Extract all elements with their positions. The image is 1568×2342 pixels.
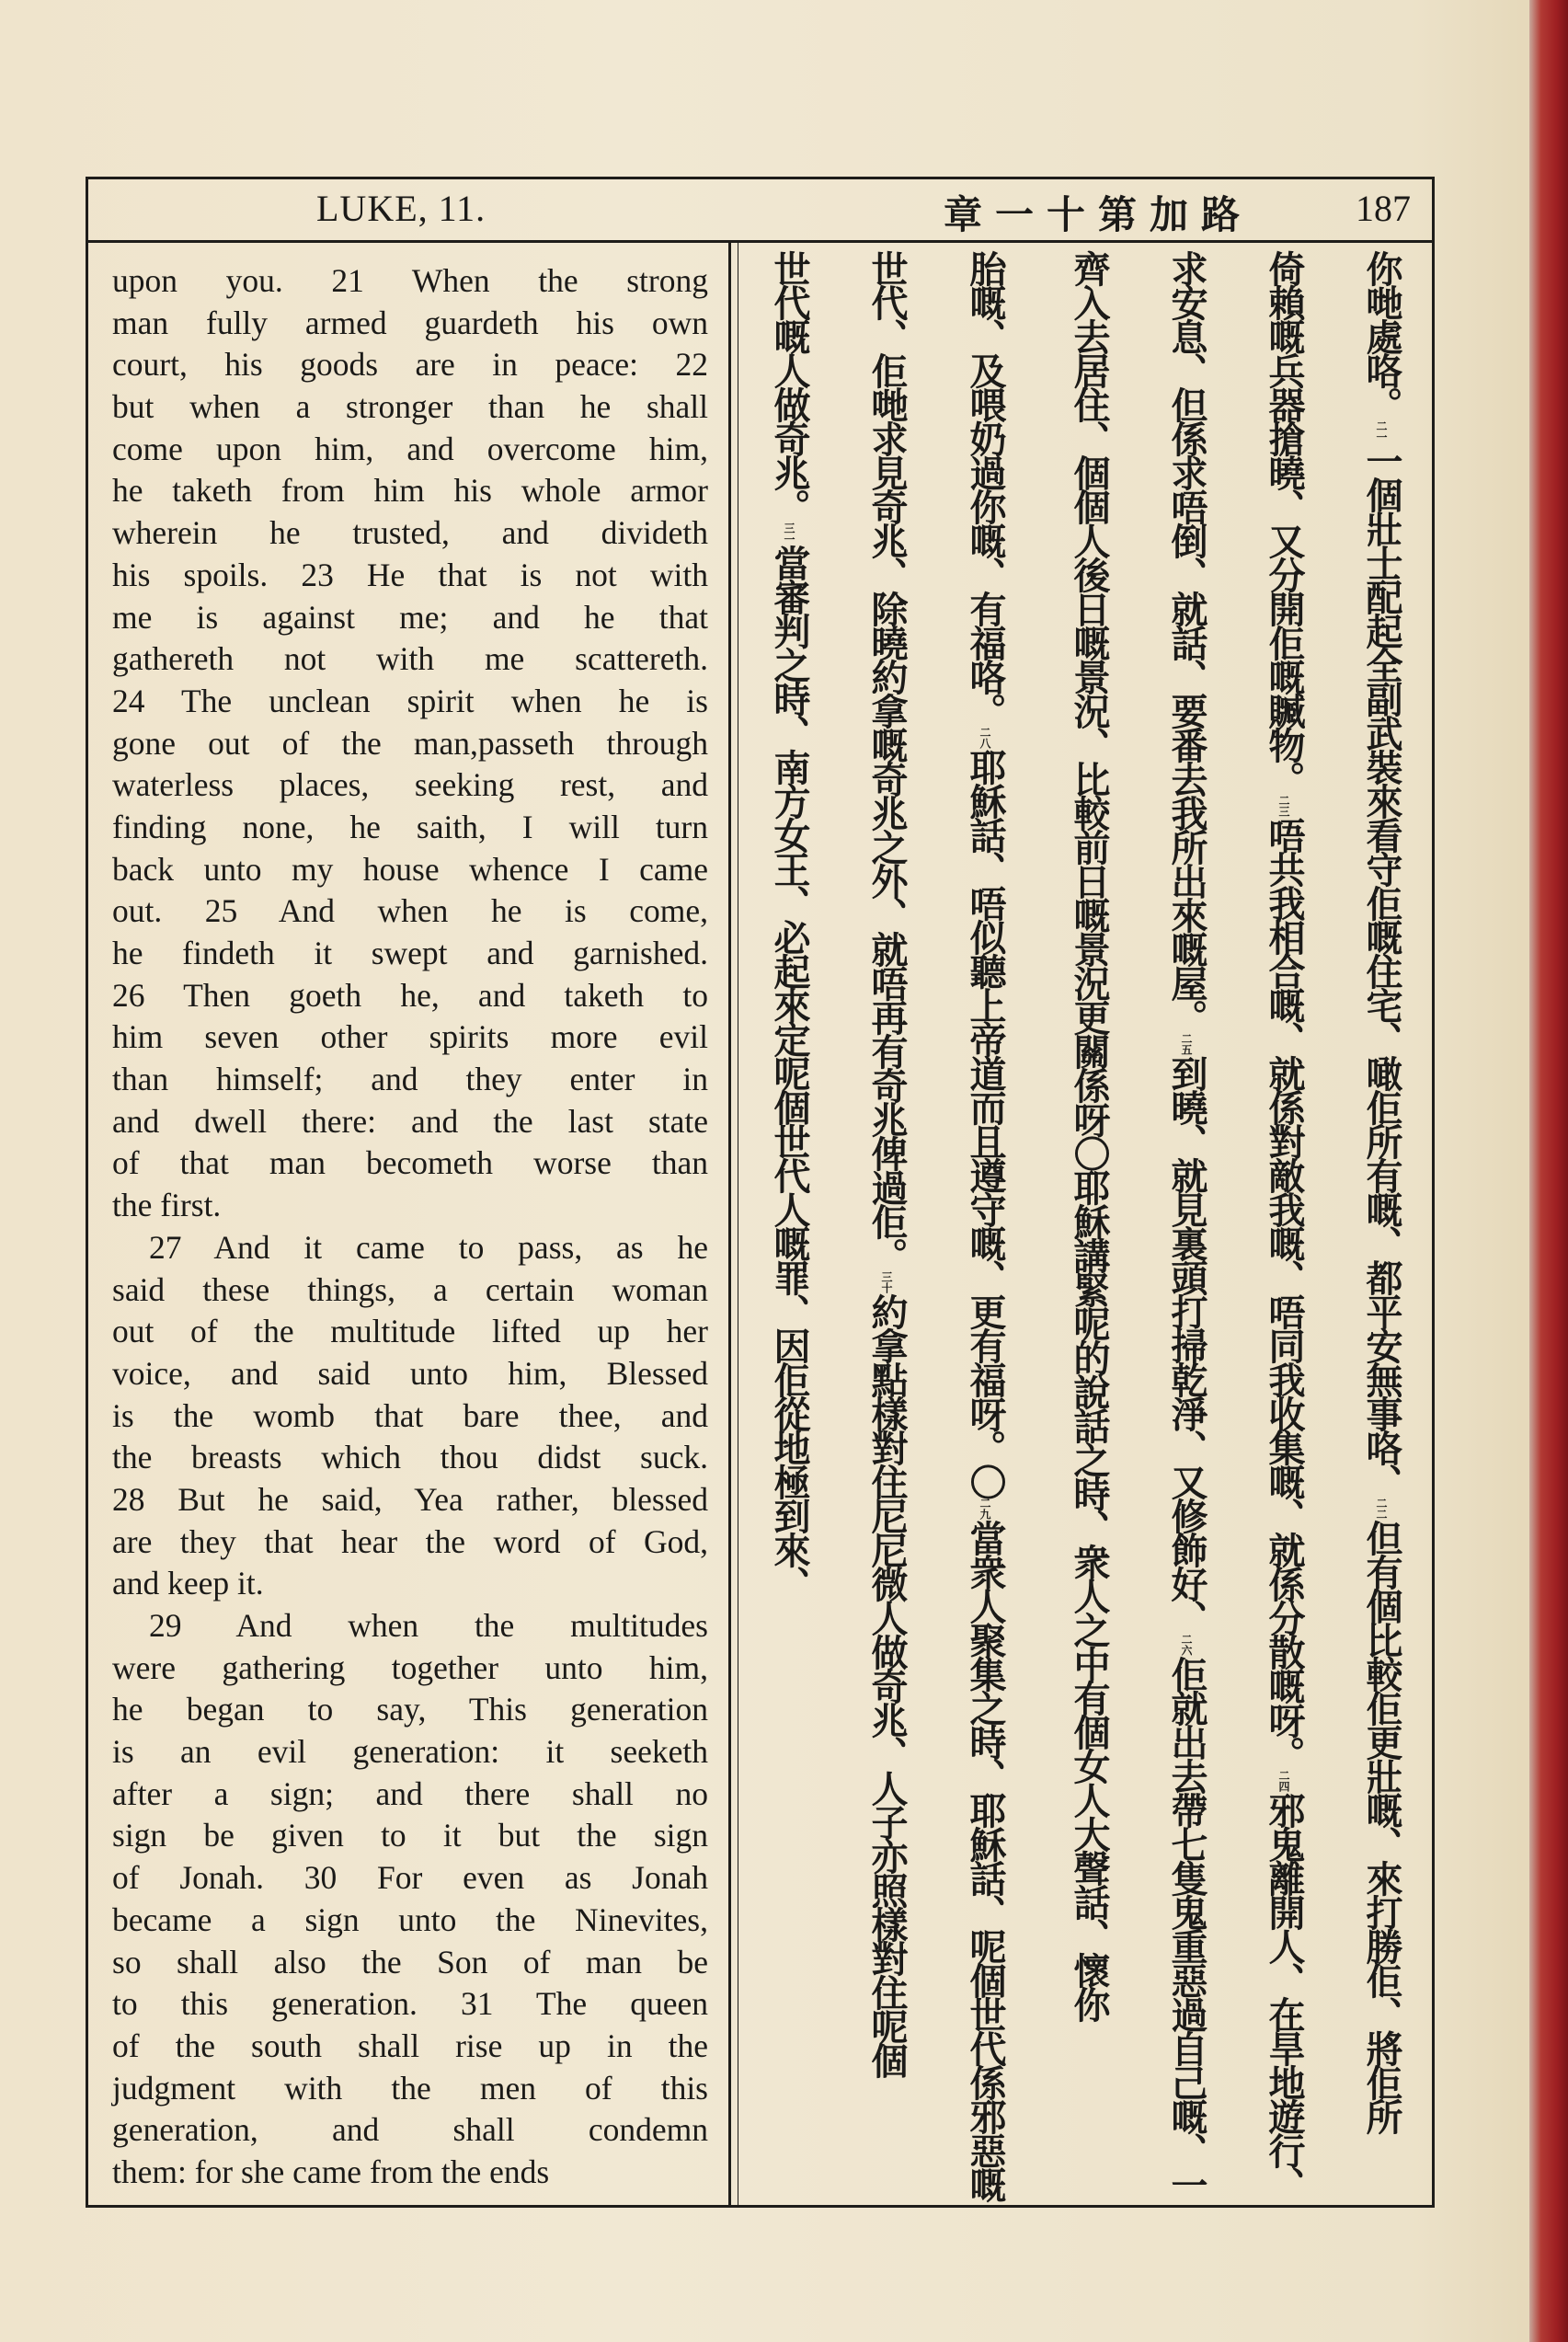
text-line: after a sign; and there shall no bbox=[112, 1774, 708, 1812]
chinese-text-segment: 約拿點樣對住尼尼微人做奇兆、人子亦照樣對住呢個 bbox=[865, 1293, 908, 2076]
verse-number: 二九 bbox=[979, 1498, 991, 1520]
text-line: 29 And when the multitudes bbox=[149, 1607, 708, 1644]
text-line: the first. bbox=[112, 1187, 222, 1224]
text-line: 27 And it came to pass, as he bbox=[149, 1228, 708, 1266]
chinese-text-segment: 邪鬼離開人、在旱地遊行、 bbox=[1263, 1792, 1305, 2200]
text-line: out. 25 And when he is come, bbox=[112, 892, 708, 930]
chinese-text-segment: 你哋處咯。 bbox=[1360, 250, 1402, 420]
chinese-text-segment: 當衆人聚集之時、耶穌話、呢個世代係邪惡嘅 bbox=[964, 1520, 1006, 2200]
chinese-text-segment: 耶穌話、唔似聽上帝道而且遵守嘅、更有福呀。〇 bbox=[964, 749, 1006, 1498]
text-line: waterless places, seeking rest, and bbox=[112, 766, 708, 804]
text-line: of Jonah. 30 For even as Jonah bbox=[112, 1859, 708, 1897]
text-line: 24 The unclean spirit when he is bbox=[112, 682, 708, 719]
verse-number: 三十 bbox=[880, 1271, 893, 1293]
verse-number: 二一 bbox=[1375, 420, 1388, 442]
text-line: became a sign unto the Ninevites, bbox=[112, 1900, 708, 1938]
text-line: and dwell there: and the last state bbox=[112, 1102, 708, 1140]
chinese-column bbox=[1159, 250, 1214, 2200]
running-title: LUKE, 11. bbox=[316, 188, 486, 229]
text-line: said these things, a certain woman bbox=[112, 1270, 708, 1308]
text-line: are they that hear the word of God, bbox=[112, 1522, 708, 1560]
text-line: to this generation. 31 The queen bbox=[112, 1985, 708, 2023]
text-line: and keep it. bbox=[112, 1565, 264, 1602]
text-line: me is against me; and he that bbox=[112, 598, 708, 636]
english-text-column bbox=[112, 260, 708, 2194]
text-line: finding none, he saith, I will turn bbox=[112, 808, 708, 845]
verse-number: 三一 bbox=[783, 522, 795, 545]
text-line: judgment with the men of this bbox=[112, 2069, 708, 2107]
text-line: sign be given to it but the sign bbox=[112, 1817, 708, 1854]
chinese-text-segment: 倚賴嘅兵器搶曉、又分開佢嘅贓物。 bbox=[1263, 250, 1305, 795]
page-number: 187 bbox=[1356, 188, 1411, 229]
text-line: he findeth it swept and garnished. bbox=[112, 935, 708, 971]
chinese-column bbox=[1061, 250, 1116, 2020]
page-header bbox=[88, 179, 1432, 243]
chinese-column bbox=[957, 250, 1013, 2200]
text-line: is the womb that bare thee, and bbox=[112, 1396, 708, 1434]
text-line: wherein he trusted, and divideth bbox=[112, 514, 708, 552]
chinese-text-segment: 求安息、但係求唔倒、就話、要番去我所出來嘅屋。 bbox=[1165, 250, 1207, 1033]
text-line: but when a stronger than he shall bbox=[112, 388, 708, 426]
text-line: 28 But he said, Yea rather, blessed bbox=[112, 1480, 708, 1518]
page-frame bbox=[86, 177, 1435, 2208]
column-divider bbox=[728, 240, 738, 2205]
verse-number: 二四 bbox=[1277, 1770, 1290, 1792]
text-line: than himself; and they enter in bbox=[112, 1061, 708, 1098]
chinese-column bbox=[1256, 250, 1311, 2200]
chinese-text-segment: 齊入去居住、個個人後日嘅景況、比較前日嘅景況更關係呀〇耶穌講緊呢的說話之時、衆人之中有個女人大聲話、懷你 bbox=[1068, 250, 1110, 2020]
chinese-text-segment: 世代嘅人做奇兆。 bbox=[768, 250, 810, 522]
text-line: man fully armed guardeth his own bbox=[112, 304, 708, 341]
text-line: gathereth not with me scattereth. bbox=[112, 640, 708, 678]
chinese-running-title: 章一十第加路 bbox=[944, 192, 1253, 237]
text-line: is an evil generation: it seeketh bbox=[112, 1733, 708, 1771]
chinese-text-segment: 到曉、就見裏頭打掃乾淨、又修飾好、 bbox=[1165, 1055, 1207, 1634]
text-line: the breasts which thou didst suck. bbox=[112, 1439, 708, 1476]
text-line: gone out of the man,passeth through bbox=[112, 724, 708, 762]
verse-number: 二五 bbox=[1180, 1033, 1193, 1055]
text-line: voice, and said unto him, Blessed bbox=[112, 1354, 708, 1392]
text-line: 26 Then goeth he, and taketh to bbox=[112, 976, 708, 1014]
chinese-text-segment: 世代、佢哋求見奇兆、除曉約拿嘅奇兆之外、就唔再有奇兆俾過佢。 bbox=[865, 250, 908, 1271]
text-line: him seven other spirits more evil bbox=[112, 1018, 708, 1056]
text-line: he taketh from him his whole armor bbox=[112, 472, 708, 510]
text-line: his spoils. 23 He that is not with bbox=[112, 556, 708, 593]
text-line: back unto my house whence I came bbox=[112, 850, 708, 888]
text-line: of that man becometh worse than bbox=[112, 1144, 708, 1182]
text-line: he began to say, This generation bbox=[112, 1691, 708, 1728]
text-line: of the south shall rise up in the bbox=[112, 2026, 708, 2064]
chinese-text-segment: 胎嘅、及喂奶過你嘅、有福咯。 bbox=[964, 250, 1006, 727]
text-line: come upon him, and overcome him, bbox=[112, 430, 708, 467]
book-edge bbox=[1529, 0, 1568, 2342]
text-line: were gathering together unto him, bbox=[112, 1648, 708, 1686]
verse-number: 二二 bbox=[1375, 1498, 1388, 1520]
chinese-column bbox=[859, 250, 914, 2076]
chinese-column bbox=[1354, 250, 1409, 2132]
chinese-text-segment: 一個壯士配起全副武裝來看守佢嘅住宅、噉佢所有嘅、都平安無事咯、 bbox=[1360, 442, 1402, 1498]
chinese-text-segment: 唔共我相合嘅、就係對敵我嘅、唔同我收集嘅、就係分散嘅呀。 bbox=[1263, 817, 1305, 1770]
text-line: upon you. 21 When the strong bbox=[112, 262, 708, 299]
text-line: out of the multitude lifted up her bbox=[112, 1313, 708, 1350]
chinese-column bbox=[761, 250, 817, 1600]
verse-number: 二六 bbox=[1180, 1634, 1193, 1656]
chinese-text-segment: 當審判之時、南方女王、必起來定呢個世代人嘅罪、因佢從地極到來、 bbox=[768, 545, 810, 1600]
verse-number: 二八 bbox=[979, 727, 991, 749]
text-line: generation, and shall condemn bbox=[112, 2111, 708, 2149]
verse-number: 二三 bbox=[1277, 795, 1290, 817]
chinese-text-segment: 佢就出去帶七隻鬼重惡過自己嘅、一 bbox=[1165, 1656, 1207, 2200]
text-line: court, his goods are in peace: 22 bbox=[112, 346, 708, 384]
text-line: so shall also the Son of man be bbox=[112, 1943, 708, 1980]
chinese-text-segment: 但有個比較佢更壯嘅、來打勝佢、將佢所 bbox=[1360, 1520, 1402, 2132]
text-line: them: for she came from the ends bbox=[112, 2153, 550, 2190]
